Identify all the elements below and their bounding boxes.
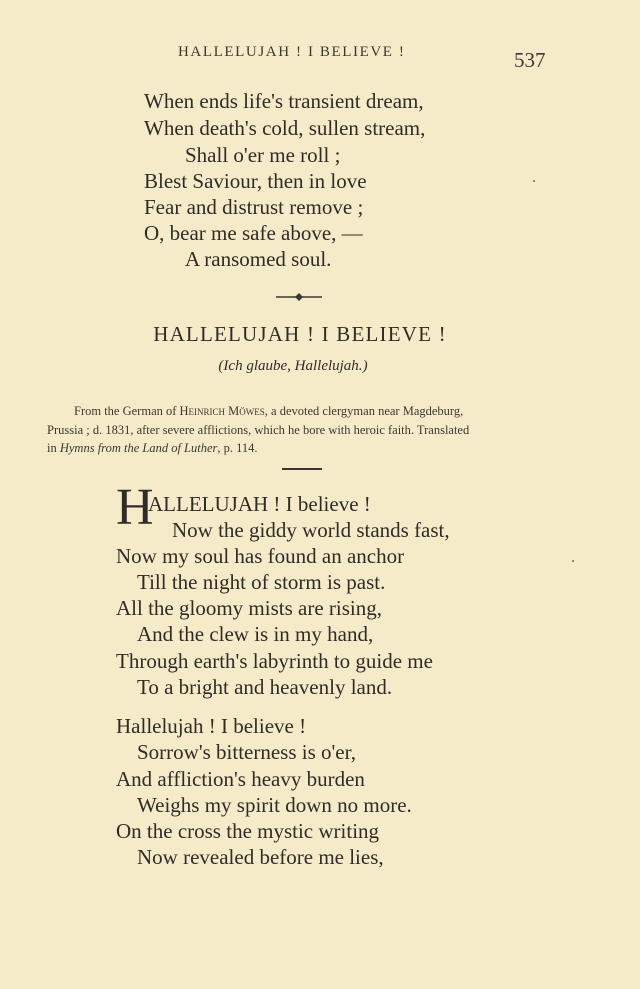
verse-line: Now revealed before me lies, (137, 845, 384, 869)
verse-line: ALLELUJAH ! I believe ! (148, 492, 371, 516)
verse-line: Hallelujah ! I believe ! (116, 714, 307, 738)
source-note-line (47, 441, 258, 456)
verse-line: O, bear me safe above, — (144, 221, 363, 245)
source-note-line: Prussia ; d. 1831, after severe afflictions, which he bore with heroic faith. Translated (47, 423, 470, 437)
verse-line: Shall o'er me roll ; (185, 143, 341, 167)
running-header: HALLELUJAH ! I BELIEVE ! (178, 44, 406, 60)
note-text: , a devoted clergyman near Magdeburg, (264, 404, 464, 418)
note-text: From the German of (74, 404, 177, 418)
verse-line: All the gloomy mists are rising, (116, 596, 382, 620)
author-name: Heinrich Möwes (179, 404, 265, 418)
verse-line: Weighs my spirit down no more. (137, 793, 412, 817)
drop-cap: H (116, 479, 154, 536)
section-ornament (276, 291, 322, 303)
verse-line: And affliction's heavy burden (116, 767, 365, 791)
verse-line: Now the giddy world stands fast, (172, 518, 450, 542)
source-note-line (74, 404, 463, 419)
subtitle-text: Ich glaube, Hallelujah. (223, 358, 363, 374)
verse-line: When death's cold, sullen stream, (144, 116, 426, 140)
verse-line: Now my soul has found an anchor (116, 544, 405, 568)
verse-line: To a bright and heavenly land. (137, 675, 393, 699)
verse-line: And the clew is in my hand, (137, 622, 374, 646)
verse-line: A ransomed soul. (185, 247, 332, 271)
note-text: in (47, 441, 57, 455)
verse-line: When ends life's transient dream, (144, 89, 424, 113)
verse-line: Blest Saviour, then in love (144, 169, 367, 193)
page-number: 537 (514, 48, 546, 72)
verse-line: Till the night of storm is past. (137, 570, 386, 594)
verse-line: Sorrow's bitterness is o'er, (137, 740, 357, 764)
paper-speck (533, 180, 535, 182)
hymn-title: HALLELUJAH ! I BELIEVE ! (153, 322, 447, 346)
verse-line: Through earth's labyrinth to guide me (116, 649, 433, 673)
verse-line: Fear and distrust remove ; (144, 195, 364, 219)
book-title: Hymns from the Land of Luther (59, 441, 218, 455)
verse-line: On the cross the mystic writing (116, 819, 380, 843)
paper-speck (572, 560, 574, 562)
hymn-subtitle: (Ich glaube, Hallelujah.) (218, 358, 368, 374)
note-text: , p. 114. (217, 441, 258, 455)
divider-rule (282, 468, 322, 470)
